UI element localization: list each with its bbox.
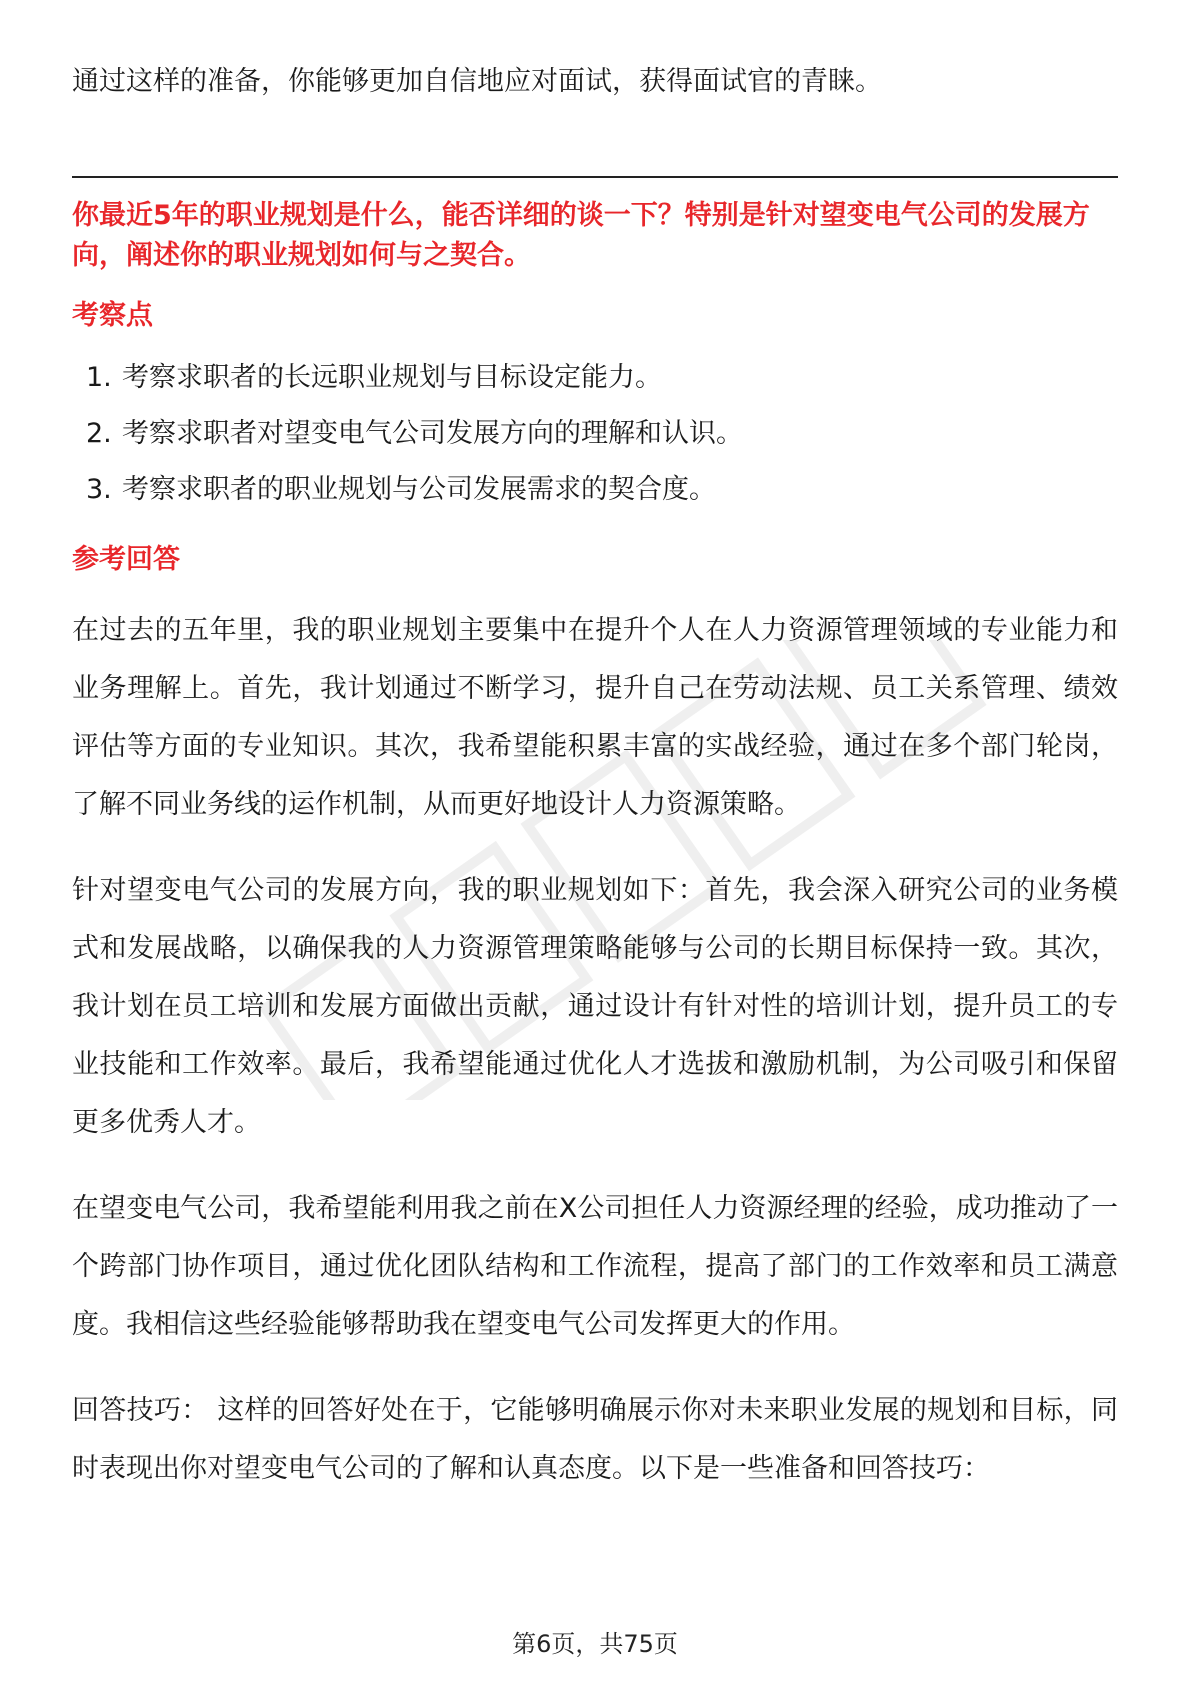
list-item: [72, 414, 1118, 454]
intro-line: 通过这样的准备，你能够更加自信地应对面试，获得面试官的青睐。: [72, 66, 882, 97]
assessment-list: [72, 358, 1118, 510]
list-item: [72, 470, 1118, 510]
list-number: 3.: [86, 474, 112, 505]
answer-paragraph: 针对望变电气公司的发展方向，我的职业规划如下：首先，我会深入研究公司的业务模式和发展战略，以确保我的人力资源管理策略能够与公司的长期目标保持一致。其次，我计划在员工培训和发展方面做出贡献，通过设计有针对性的培训计划，提升员工的专业技能和工作效率。最后，我希望能通过优化人才选拔和激励机制，为公司吸引和保留更多优秀人才。: [72, 875, 1118, 1138]
assessment-heading: 考察点: [72, 300, 153, 331]
page-number: 第6页，共75页: [512, 1630, 678, 1658]
answer-paragraph: 在望变电气公司，我希望能利用我之前在X公司担任人力资源经理的经验，成功推动了一个跨部门协作项目，通过优化团队结构和工作流程，提高了部门的工作效率和员工满意度。我相信这些经验能够帮助我在望变电气公司发挥更大的作用。: [72, 1193, 1118, 1340]
interview-question: 你最近5年的职业规划是什么，能否详细的谈一下？特别是针对望变电气公司的发展方向，阐述你的职业规划如何与之契合。: [72, 200, 1090, 271]
list-text: 考察求职者的长远职业规划与目标设定能力。: [122, 362, 662, 393]
answer-tips-paragraph: 回答技巧： 这样的回答好处在于，它能够明确展示你对未来职业发展的规划和目标，同时表现出你对望变电气公司的了解和认真态度。以下是一些准备和回答技巧：: [72, 1395, 1118, 1484]
list-text: 考察求职者的职业规划与公司发展需求的契合度。: [122, 474, 716, 505]
list-number: 1.: [86, 362, 112, 393]
list-number: 2.: [86, 418, 112, 449]
page-content: [72, 60, 1118, 1498]
list-item: [72, 358, 1118, 398]
answer-heading: 参考回答: [72, 544, 180, 575]
section-divider: [72, 176, 1118, 178]
list-text: 考察求职者对望变电气公司发展方向的理解和认识。: [122, 418, 743, 449]
answer-paragraph: 在过去的五年里，我的职业规划主要集中在提升个人在人力资源管理领域的专业能力和业务理解上。首先，我计划通过不断学习，提升自己在劳动法规、员工关系管理、绩效评估等方面的专业知识。其次，我希望能积累丰富的实战经验，通过在多个部门轮岗，了解不同业务线的运作机制，从而更好地设计人力资源策略。: [72, 615, 1118, 820]
